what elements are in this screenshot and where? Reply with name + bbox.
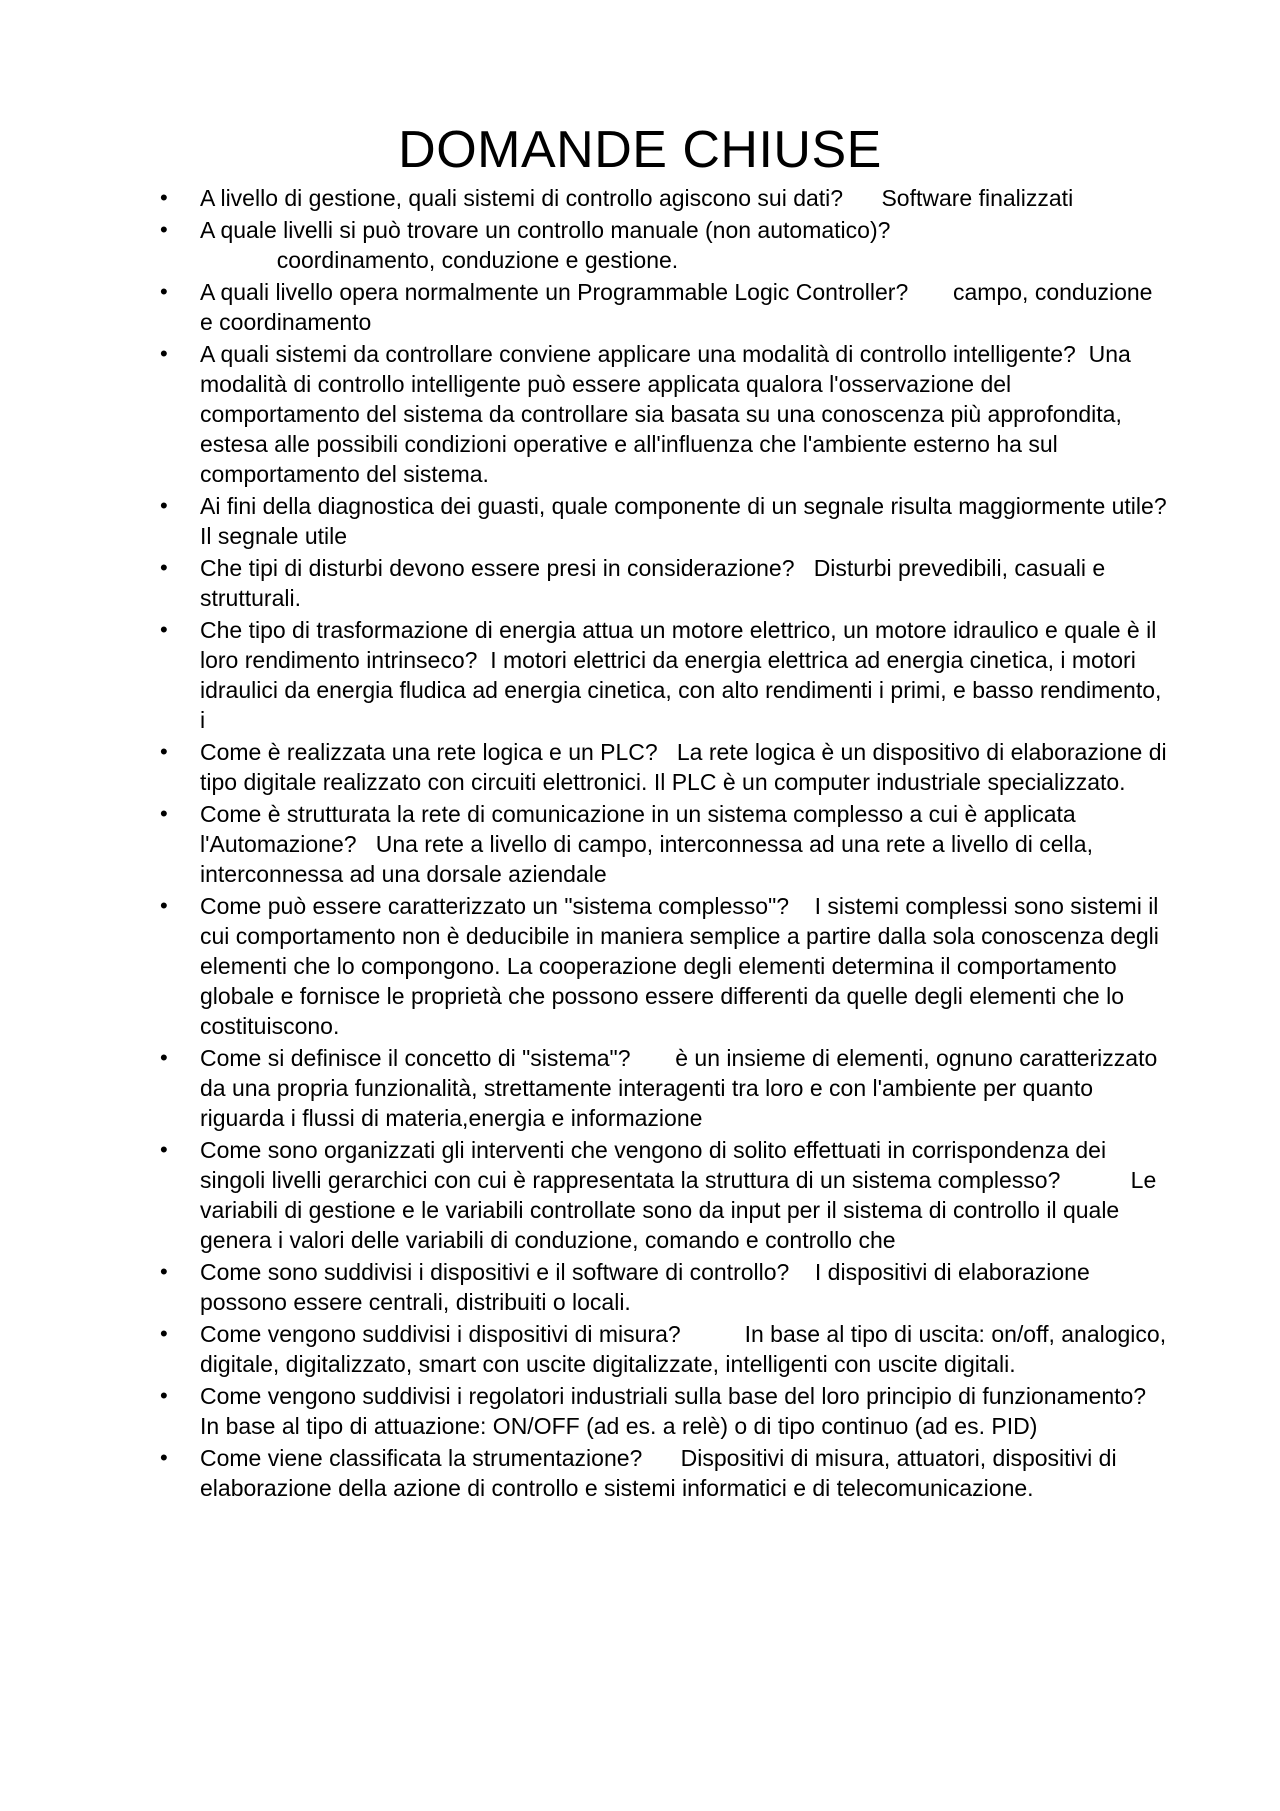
question-text: Come vengono suddivisi i dispositivi di misura?: [200, 1321, 681, 1347]
list-item: [158, 1319, 1173, 1379]
bullet-icon: •: [160, 1445, 168, 1470]
answer-text: Disturbi prevedibili, casuali e strutturali.: [200, 555, 1112, 611]
bullet-icon: •: [160, 185, 168, 210]
bullet-icon: •: [160, 555, 168, 580]
question-text: A quali livello opera normalmente un Programmable Logic Controller?: [200, 279, 909, 305]
bullet-icon: •: [160, 617, 168, 642]
list-item: [158, 183, 1168, 213]
bullet-icon: •: [160, 341, 168, 366]
answer-gap: [477, 647, 490, 673]
bullet-icon: •: [160, 801, 168, 826]
question-text: A livello di gestione, quali sistemi di controllo agiscono sui dati?: [200, 185, 844, 211]
bullet-icon: •: [160, 1321, 168, 1346]
list-item: [158, 799, 1168, 889]
bullet-icon: •: [160, 739, 168, 764]
page-title: DOMANDE CHIUSE: [398, 121, 882, 179]
answer-gap: [795, 555, 814, 581]
list-item: [158, 553, 1168, 613]
list-item: [158, 491, 1168, 551]
question-text: A quali sistemi da controllare conviene applicare una modalità di controllo intelligente?: [200, 341, 1076, 367]
answer-text: I motori elettrici da energia elettrica ad energia cinetica, i motori idraulici da energia fludica ad energia cinetica, con alto rendimenti i primi, e basso rendimento, i: [200, 647, 1168, 733]
answer-gap: [843, 185, 881, 211]
bullet-icon: •: [160, 493, 168, 518]
list-item: [158, 1043, 1168, 1133]
answer-gap: [789, 893, 815, 919]
answer-text: In base al tipo di uscita: on/off, analogico, digitale, digitalizzato, smart con uscite digitalizzate, intelligenti con uscite digitali.: [200, 1321, 1173, 1377]
bullet-icon: •: [160, 217, 168, 242]
list-item: [158, 615, 1168, 735]
list-item: [158, 1135, 1168, 1255]
list-item: [158, 1443, 1168, 1503]
answer-gap: [631, 1045, 676, 1071]
answer-text: Dispositivi di misura, attuatori, dispositivi di elaborazione della azione di controllo e sistemi informatici e di telecomunicazione.: [200, 1445, 1123, 1501]
list-item: [158, 277, 1168, 337]
answer-gap: [642, 1445, 680, 1471]
answer-gap: [1076, 341, 1089, 367]
bullet-icon: •: [160, 893, 168, 918]
list-item: [158, 891, 1168, 1041]
list-item: [158, 215, 1168, 275]
answer-text: campo, conduzione e coordinamento: [200, 279, 1159, 335]
list-item: [158, 1257, 1168, 1317]
answer-gap: [1167, 493, 1193, 519]
answer-text: La rete logica è un dispositivo di elaborazione di tipo digitale realizzato con circuiti elettronici. Il PLC è un computer industriale specializzato.: [200, 739, 1173, 795]
list-item: [158, 339, 1168, 489]
question-list: [158, 183, 1173, 1505]
bullet-icon: •: [160, 1045, 168, 1070]
bullet-icon: •: [160, 1259, 168, 1284]
answer-gap: [658, 739, 677, 765]
question-text: Come è strutturata la rete di comunicazione in un sistema complesso a cui è applicata l'Automazione?: [200, 801, 1083, 857]
answer-gap: [1146, 1383, 1191, 1409]
answer-text: Una rete a livello di campo, interconnessa ad una rete a livello di cella, interconnessa ad una dorsale aziendale: [200, 831, 1100, 887]
question-text: Che tipi di disturbi devono essere presi in considerazione?: [200, 555, 795, 581]
answer-text: Il segnale utile: [200, 523, 348, 549]
answer-text: è un insieme di elementi, ognuno caratterizzato da una propria funzionalità, strettamente interagenti tra loro e con l'ambiente per quanto riguarda i flussi di materia,energia e informazione: [200, 1045, 1164, 1131]
answer-gap: [357, 831, 376, 857]
question-text: Come è realizzata una rete logica e un PLC?: [200, 739, 658, 765]
bullet-icon: •: [160, 1137, 168, 1162]
question-text: Come sono organizzati gli interventi che vengono di solito effettuati in corrispondenza dei singoli livelli gerarchici con cui è rappresentata la struttura di un sistema complesso?: [200, 1137, 1113, 1193]
question-text: Come può essere caratterizzato un "sistema complesso"?: [200, 893, 790, 919]
answer-gap: [908, 279, 953, 305]
answer-text: I dispositivi di elaborazione possono essere centrali, distribuiti o locali.: [200, 1259, 1097, 1315]
answer-gap: [681, 1321, 745, 1347]
answer-text: Le variabili di gestione e le variabili controllate sono da input per il sistema di controllo il quale genera i valori delle variabili di conduzione, comando e controllo che: [200, 1167, 1163, 1253]
answer-gap: [200, 247, 277, 273]
question-text: A quale livelli si può trovare un controllo manuale (non automatico)?: [200, 217, 891, 243]
question-text: Come vengono suddivisi i regolatori industriali sulla base del loro principio di funzionamento?: [200, 1383, 1147, 1409]
bullet-icon: •: [160, 1383, 168, 1408]
answer-text: coordinamento, conduzione e gestione.: [276, 247, 679, 273]
bullet-icon: •: [160, 279, 168, 304]
question-text: Come sono suddivisi i dispositivi e il software di controllo?: [200, 1259, 790, 1285]
question-text: Come si definisce il concetto di "sistema"?: [200, 1045, 631, 1071]
question-text: Come viene classificata la strumentazione?: [200, 1445, 643, 1471]
list-item: [158, 737, 1173, 797]
answer-text: Una modalità di controllo intelligente può essere applicata qualora l'osservazione del comportamento del sistema da controllare sia basata su una conoscenza più approfondita, estesa alle possibili condizioni operative e all'influenza che l'ambiente esterno ha sul comportamento del sistema.: [200, 341, 1138, 487]
list-item: [158, 1381, 1168, 1441]
question-text: Ai fini della diagnostica dei guasti, quale componente di un segnale risulta maggiormente utile?: [200, 493, 1167, 519]
answer-gap: [1060, 1167, 1130, 1193]
answer-text: Software finalizzati: [881, 185, 1074, 211]
answer-text: In base al tipo di attuazione: ON/OFF (ad es. a relè) o di tipo continuo (ad es. PID): [200, 1413, 1038, 1439]
answer-gap: [789, 1259, 815, 1285]
answer-text: I sistemi complessi sono sistemi il cui comportamento non è deducibile in maniera semplice a partire dalla sola conoscenza degli elementi che lo compongono. La cooperazione degli elementi determina il comportamento globale e fornisce le proprietà che possono essere differenti da quelle degli elementi che lo costituiscono.: [200, 893, 1166, 1039]
question-text: Che tipo di trasformazione di energia attua un motore elettrico, un motore idraulico e quale è il loro rendimento intrinseco?: [200, 617, 1163, 673]
